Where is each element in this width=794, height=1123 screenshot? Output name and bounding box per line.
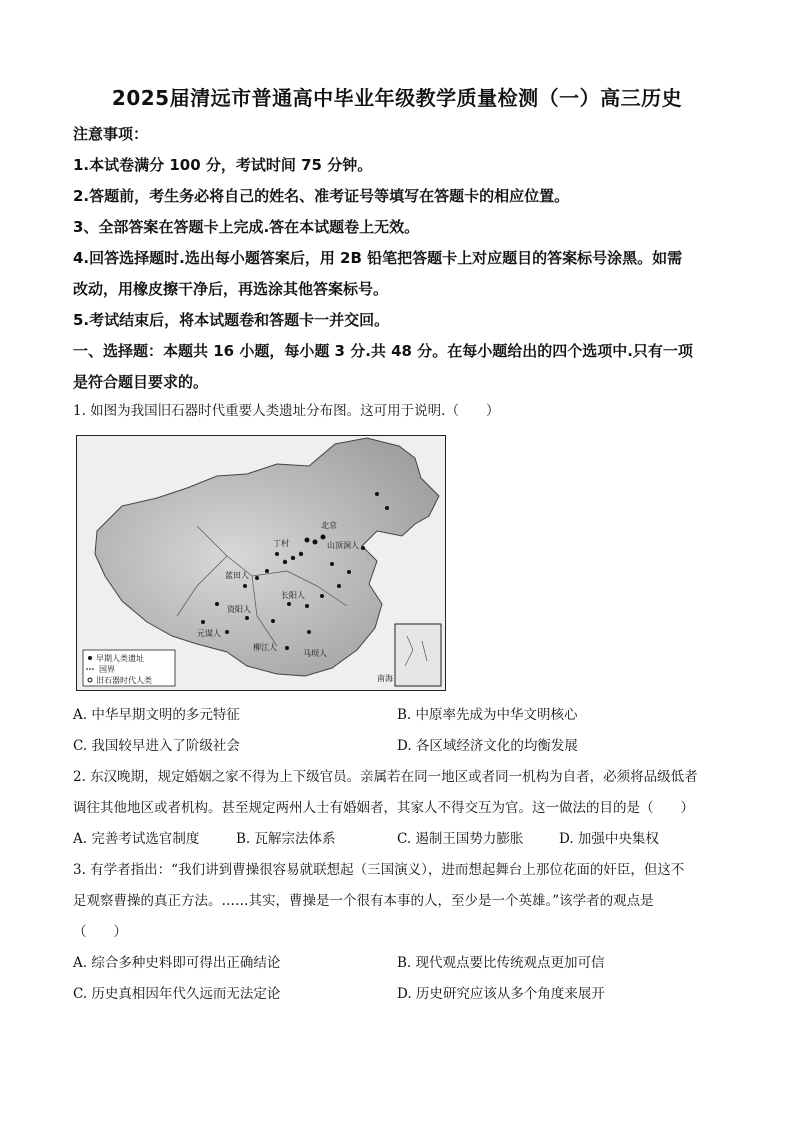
- question-2-stem-cont: 调往其他地区或者机构。甚至规定两州人士有婚姻者，其家人不得交互为官。这一做法的目的是（ ）: [73, 800, 694, 816]
- q3-option-b[interactable]: B. 现代观点要比传统观点更加可信: [397, 955, 605, 971]
- paleolithic-sites-map: [76, 435, 446, 691]
- map-label-beijing: 北京: [321, 521, 337, 530]
- map-label-maba: 马坝人: [303, 649, 327, 658]
- q2-option-b[interactable]: B. 瓦解宗法体系: [236, 831, 336, 847]
- q1-option-a[interactable]: A. 中华早期文明的多元特征: [73, 707, 240, 723]
- notice-item: 1.本试卷满分 100 分，考试时间 75 分钟。: [73, 156, 373, 174]
- map-label-ziyang: 资阳人: [227, 605, 251, 614]
- map-drawing: [77, 436, 445, 690]
- q1-option-d[interactable]: D. 各区域经济文化的均衡发展: [397, 738, 578, 754]
- notice-item: 3、全部答案在答题卡上完成.答在本试题卷上无效。: [73, 218, 420, 236]
- map-label-liujiang: 柳江人: [253, 643, 277, 652]
- q3-option-d[interactable]: D. 历史研究应该从多个角度来展开: [397, 986, 605, 1002]
- question-1-stem: 1. 如图为我国旧石器时代重要人类遗址分布图。这可用于说明.（ ）: [73, 403, 500, 419]
- south-china-sea-inset: [395, 624, 441, 686]
- map-label-dingcun: 丁村: [273, 539, 289, 548]
- question-3-stem-cont: 足观察曹操的真正方法。……其实，曹操是一个很有本事的人，至少是一个英雄。”该学者的观点是: [73, 893, 654, 909]
- q2-option-d[interactable]: D. 加强中央集权: [559, 831, 659, 847]
- question-3-stem: 3. 有学者指出：“我们讲到曹操很容易就联想起（三国演义），进而想起舞台上那位花面的奸臣，但这不: [73, 862, 685, 878]
- q2-option-c[interactable]: C. 遏制王国势力膨胀: [397, 831, 524, 847]
- q2-option-a[interactable]: A. 完善考试选官制度: [73, 831, 200, 847]
- notice-item: 改动，用橡皮擦干净后，再选涂其他答案标号。: [73, 280, 389, 298]
- question-3-answer-paren: （ ）: [73, 924, 127, 940]
- notice-heading: 注意事项：: [73, 125, 149, 143]
- map-label-shandingdong: 山顶洞人: [327, 541, 359, 550]
- q3-option-a[interactable]: A. 综合多种史料即可得出正确结论: [73, 955, 281, 971]
- legend-item-sites: 早期人类遗址: [96, 654, 144, 663]
- map-label-lantian: 蓝田人: [225, 571, 249, 580]
- notice-item: 2.答题前，考生务必将自己的姓名、准考证号等填写在答题卡的相应位置。: [73, 187, 570, 205]
- section-heading-cont: 是符合题目要求的。: [73, 373, 209, 391]
- section-heading: 一、选择题：本题共 16 小题，每小题 3 分.共 48 分。在每小题给出的四个选项中.只有一项: [73, 342, 693, 360]
- q1-option-c[interactable]: C. 我国较早进入了阶级社会: [73, 738, 240, 754]
- map-label-south-sea: 南海: [377, 674, 393, 683]
- q3-option-c[interactable]: C. 历史真相因年代久远而无法定论: [73, 986, 281, 1002]
- question-2-stem: 2. 东汉晚期，规定婚姻之家不得为上下级官员。亲属若在同一地区或者同一机构为自者，必须将品级低者: [73, 769, 698, 785]
- q1-option-b[interactable]: B. 中原率先成为中华文明核心: [397, 707, 578, 723]
- notice-item: 5.考试结束后，将本试题卷和答题卡一并交回。: [73, 311, 390, 329]
- notice-item: 4.回答选择题时.选出每小题答案后，用 2B 铅笔把答题卡上对应题目的答案标号涂黑。如需: [73, 249, 683, 267]
- legend-item-border: 国界: [99, 665, 115, 674]
- map-label-yuanmou: 元谋人: [197, 629, 221, 638]
- map-label-changyang: 长阳人: [281, 591, 305, 600]
- page-title: 2025届清远市普通高中毕业年级教学质量检测（一）高三历史: [111, 86, 683, 110]
- legend-item-humans: 旧石器时代人类: [96, 676, 152, 685]
